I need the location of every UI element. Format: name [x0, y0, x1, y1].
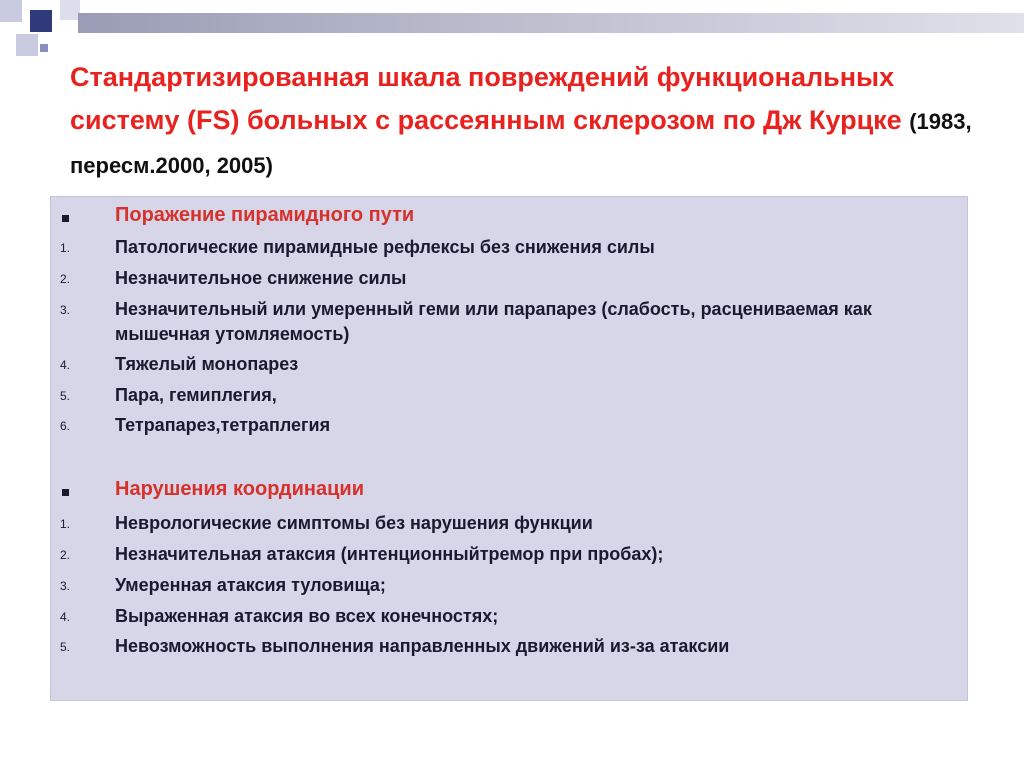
list-number: 2.: [60, 548, 71, 562]
list-item-text: Незначительная атаксия (интенционныйтремор при пробах);: [115, 544, 664, 564]
list-number: 1.: [60, 241, 71, 255]
list-item-text: Незначительный или умеренный геми или парапарез (слабость, расцениваемая как мышечная утомляемость): [115, 299, 872, 344]
list-item-text: Пара, гемиплегия,: [115, 385, 277, 405]
list-number: 5.: [60, 389, 71, 403]
list-item-text: Выраженная атаксия во всех конечностях;: [115, 606, 499, 626]
list-number: 4.: [60, 610, 71, 624]
list-number: 6.: [60, 419, 71, 433]
list-item-text: Неврологические симптомы без нарушения функции: [115, 513, 593, 533]
slide-title: [70, 56, 1000, 187]
list-item-text: Умеренная атаксия туловища;: [115, 575, 386, 595]
decor-square: [30, 10, 52, 32]
square-bullet-icon: [62, 215, 69, 222]
section-heading-text: Поражение пирамидного пути: [115, 204, 415, 226]
header-bar: [78, 13, 1024, 33]
list-item-text: Тетрапарез,тетраплегия: [115, 415, 331, 435]
list-number: 2.: [60, 272, 71, 286]
list-number: 4.: [60, 358, 71, 372]
square-bullet-icon: [62, 489, 69, 496]
decor-square: [40, 44, 48, 52]
list-item-text: Невозможность выполнения направленных движений из-за атаксии: [115, 636, 730, 656]
section-heading-text: Нарушения координации: [115, 478, 365, 500]
list-item-text: Тяжелый монопарез: [115, 354, 299, 374]
decor-square: [60, 0, 80, 20]
list-number: 3.: [60, 579, 71, 593]
list-item-text: Патологические пирамидные рефлексы без снижения силы: [115, 237, 655, 257]
list-number: 5.: [60, 640, 71, 654]
content-panel: [50, 196, 968, 701]
title-subtitle: (1983, пересм.2000, 2005): [70, 109, 972, 178]
list-number: 1.: [60, 517, 71, 531]
decor-square: [0, 0, 22, 22]
title-main: Стандартизированная шкала повреждений функциональных системy (FS) больных с рассеянным склерозом по Дж Курцке: [70, 62, 902, 135]
list-number: 3.: [60, 303, 71, 317]
decor-square: [16, 34, 38, 56]
list-item-text: Незначительное снижение силы: [115, 268, 407, 288]
